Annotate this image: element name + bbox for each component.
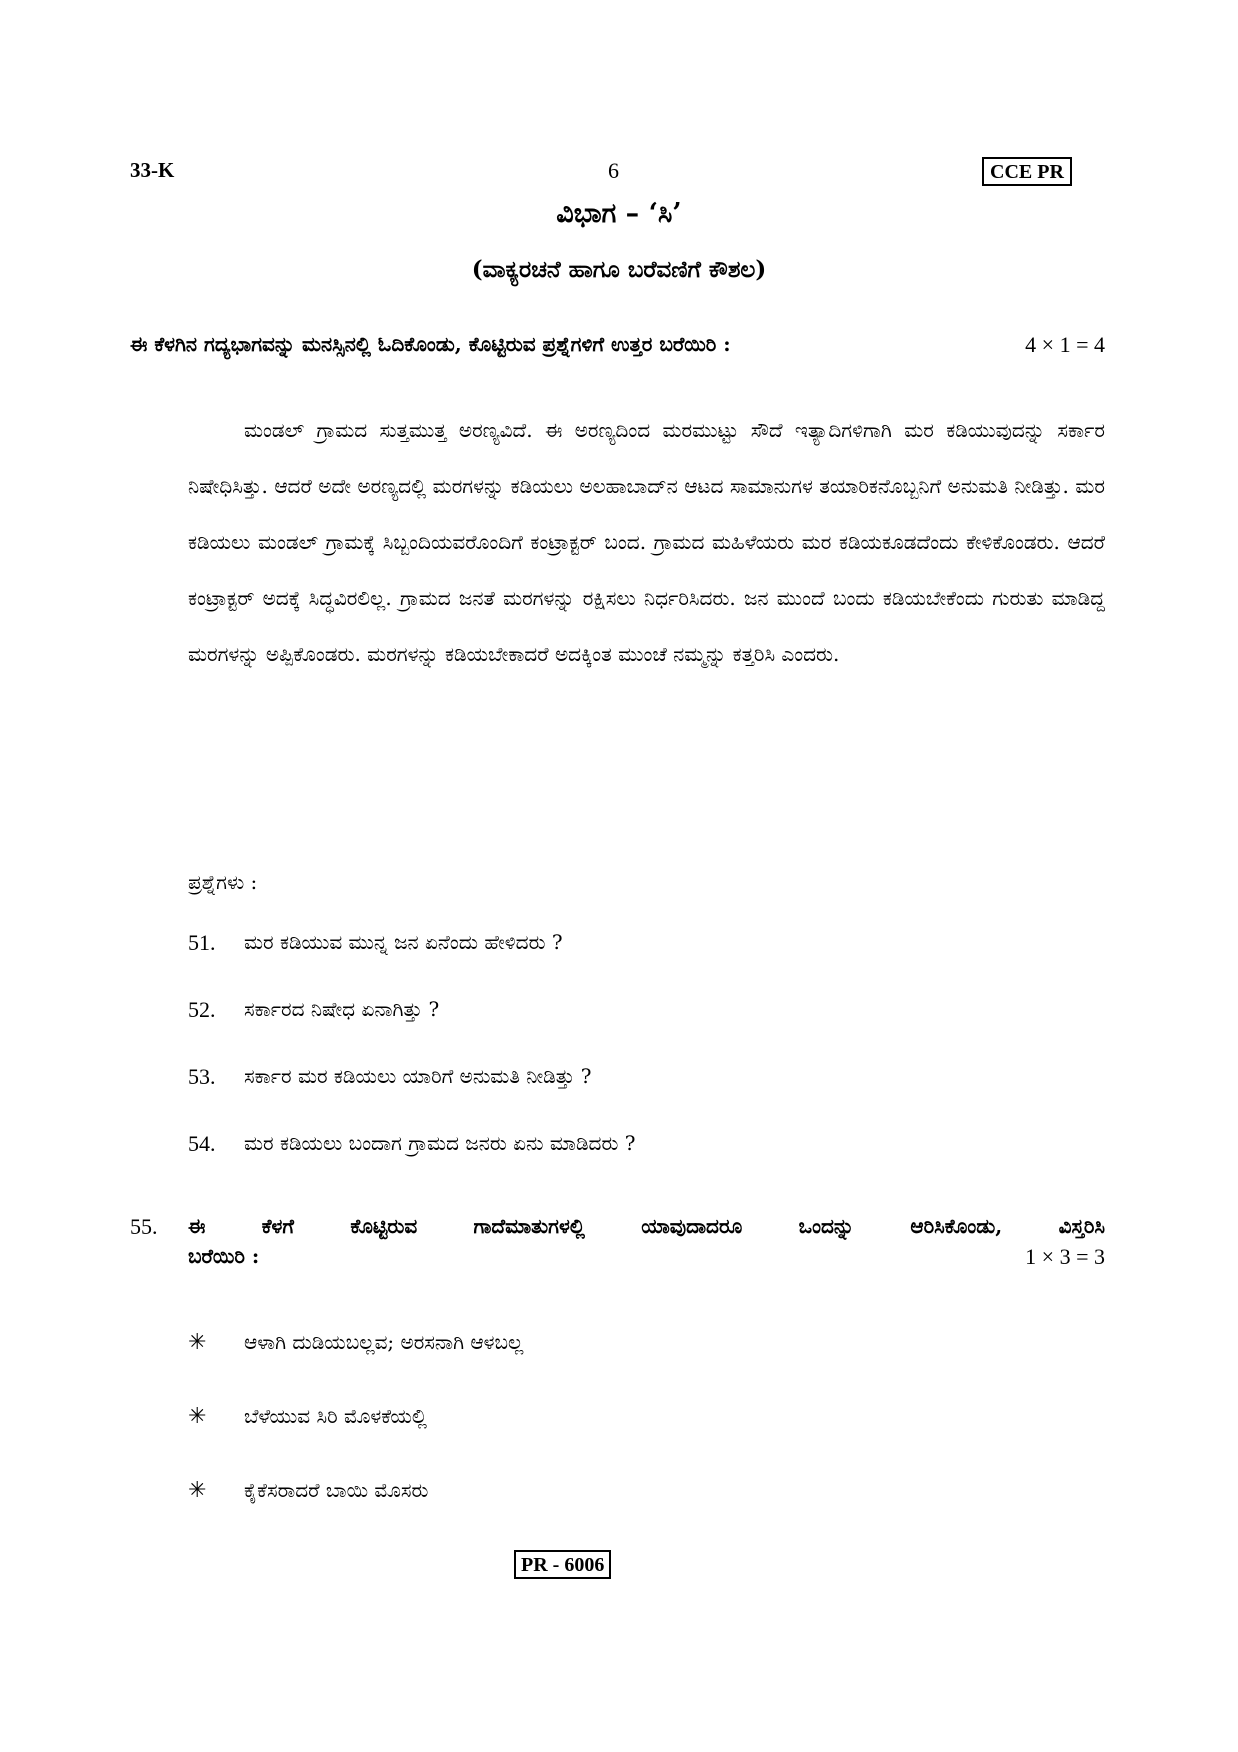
question-text-continued: ಬರೆಯಿರಿ : <box>188 1244 260 1268</box>
question-text: ಈ ಕೆಳಗೆ ಕೊಟ್ಟಿರುವ ಗಾದೆಮಾತುಗಳಲ್ಲಿ ಯಾವುದಾದರೂ ಒಂದನ್ನು ಆರಿಸಿಕೊಂಡು, ವಿಸ್ತರಿಸಿ <box>188 1214 1105 1238</box>
question-text: ಮರ ಕಡಿಯುವ ಮುನ್ನ ಜನ ಏನೆಂದು ಹೇಳಿದರು ? <box>244 930 563 954</box>
proverb-item <box>188 1478 523 1552</box>
asterisk-bullet-icon: ✳ <box>188 1478 207 1503</box>
section-subtitle: (ವಾಕ್ಯರಚನೆ ಹಾಗೂ ಬರೆವಣಿಗೆ ಕೌಶಲ) <box>471 256 767 283</box>
question-marks: 1 × 3 = 3 <box>1025 1244 1105 1269</box>
question-number: 54. <box>188 1131 216 1156</box>
question-item <box>188 1131 635 1198</box>
question-text: ಸರ್ಕಾರ ಮರ ಕಡಿಯಲು ಯಾರಿಗೆ ಅನುಮತಿ ನೀಡಿತ್ತು ? <box>244 1064 592 1088</box>
questions-list <box>188 930 635 1198</box>
section-title: ವಿಭಾಗ – ‘ಸಿ’ <box>556 198 682 229</box>
question-number: 51. <box>188 930 216 955</box>
questions-heading: ಪ್ರಶ್ನೆಗಳು : <box>188 870 258 894</box>
question-text: ಸರ್ಕಾರದ ನಿಷೇಧ ಏನಾಗಿತ್ತು ? <box>244 997 440 1021</box>
question-text: ಮರ ಕಡಿಯಲು ಬಂದಾಗ ಗ್ರಾಮದ ಜನರು ಏನು ಮಾಡಿದರು ? <box>244 1131 636 1155</box>
passage-text: ಮಂಡಲ್ ಗ್ರಾಮದ ಸುತ್ತಮುತ್ತ ಅರಣ್ಯವಿದೆ. ಈ ಅರಣ್ಯದಿಂದ ಮರಮುಟ್ಟು ಸೌದೆ ಇತ್ಯಾದಿಗಳಿಗಾಗಿ ಮರ ಕಡಿಯುವುದನ್ನು ಸರ್ಕಾರ ನಿಷೇಧಿಸಿತ್ತು. ಆದರೆ ಅದೇ ಅರಣ್ಯದಲ್ಲಿ ಮರಗಳನ್ನು ಕಡಿಯಲು ಅಲಹಾಬಾದ್‌ನ ಆಟದ ಸಾಮಾನುಗಳ ತಯಾರಿಕನೊಬ್ಬನಿಗೆ ಅನುಮತಿ ನೀಡಿತ್ತು. ಮರ ಕಡಿಯಲು ಮಂಡಲ್ ಗ್ರಾಮಕ್ಕೆ ಸಿಬ್ಬಂದಿಯವರೊಂದಿಗೆ ಕಂಟ್ರಾಕ್ಟರ್ ಬಂದ. ಗ್ರಾಮದ ಮಹಿಳೆಯರು ಮರ ಕಡಿಯಕೂಡದೆಂದು ಕೇಳಿಕೊಂಡರು. ಆದರೆ ಕಂಟ್ರಾಕ್ಟರ್ ಅದಕ್ಕೆ ಸಿದ್ಧವಿರಲಿಲ್ಲ. ಗ್ರಾಮದ ಜನತೆ ಮರಗಳನ್ನು ರಕ್ಷಿಸಲು ನಿರ್ಧರಿಸಿದರು. ಜನ ಮುಂದೆ ಬಂದು ಕಡಿಯಬೇಕೆಂದು ಗುರುತು ಮಾಡಿದ್ದ ಮರಗಳನ್ನು ಅಪ್ಪಿಕೊಂಡರು. ಮರಗಳನ್ನು ಕಡಿಯಬೇಕಾದರೆ ಅದಕ್ಕಿಂತ ಮುಂಚೆ ನಮ್ಮನ್ನು ಕತ್ತರಿಸಿ ಎಂದರು. <box>188 418 1105 666</box>
question-item <box>188 1064 635 1131</box>
exam-code-box: CCE PR <box>982 157 1072 186</box>
instruction-marks: 4 × 1 = 4 <box>1025 332 1105 357</box>
question-number: 55. <box>130 1214 158 1239</box>
question-55 <box>130 1214 1105 1270</box>
paper-code: 33-K <box>130 158 175 182</box>
proverb-item <box>188 1330 523 1404</box>
proverbs-list <box>188 1330 523 1552</box>
question-item <box>188 930 635 997</box>
instruction-line <box>130 332 1105 358</box>
instruction-text: ಈ ಕೆಳಗಿನ ಗದ್ಯಭಾಗವನ್ನು ಮನಸ್ಸಿನಲ್ಲಿ ಓದಿಕೊಂಡು, ಕೊಟ್ಟಿರುವ ಪ್ರಶ್ನೆಗಳಿಗೆ ಉತ್ತರ ಬರೆಯಿರಿ : <box>130 332 731 356</box>
asterisk-bullet-icon: ✳ <box>188 1404 207 1429</box>
proverb-text: ಆಳಾಗಿ ದುಡಿಯಬಲ್ಲವ; ಅರಸನಾಗಿ ಆಳಬಲ್ಲ <box>244 1330 524 1354</box>
page-number: 6 <box>608 158 619 183</box>
question-item <box>188 997 635 1064</box>
question-number: 53. <box>188 1064 216 1089</box>
question-number: 52. <box>188 997 216 1022</box>
asterisk-bullet-icon: ✳ <box>188 1330 207 1355</box>
proverb-text: ಬೆಳೆಯುವ ಸಿರಿ ಮೊಳಕೆಯಲ್ಲಿ <box>244 1404 427 1428</box>
footer-code-box: PR - 6006 <box>514 1550 611 1579</box>
proverb-text: ಕೈಕೆಸರಾದರೆ ಬಾಯಿ ಮೊಸರು <box>244 1478 429 1502</box>
proverb-item <box>188 1404 523 1478</box>
